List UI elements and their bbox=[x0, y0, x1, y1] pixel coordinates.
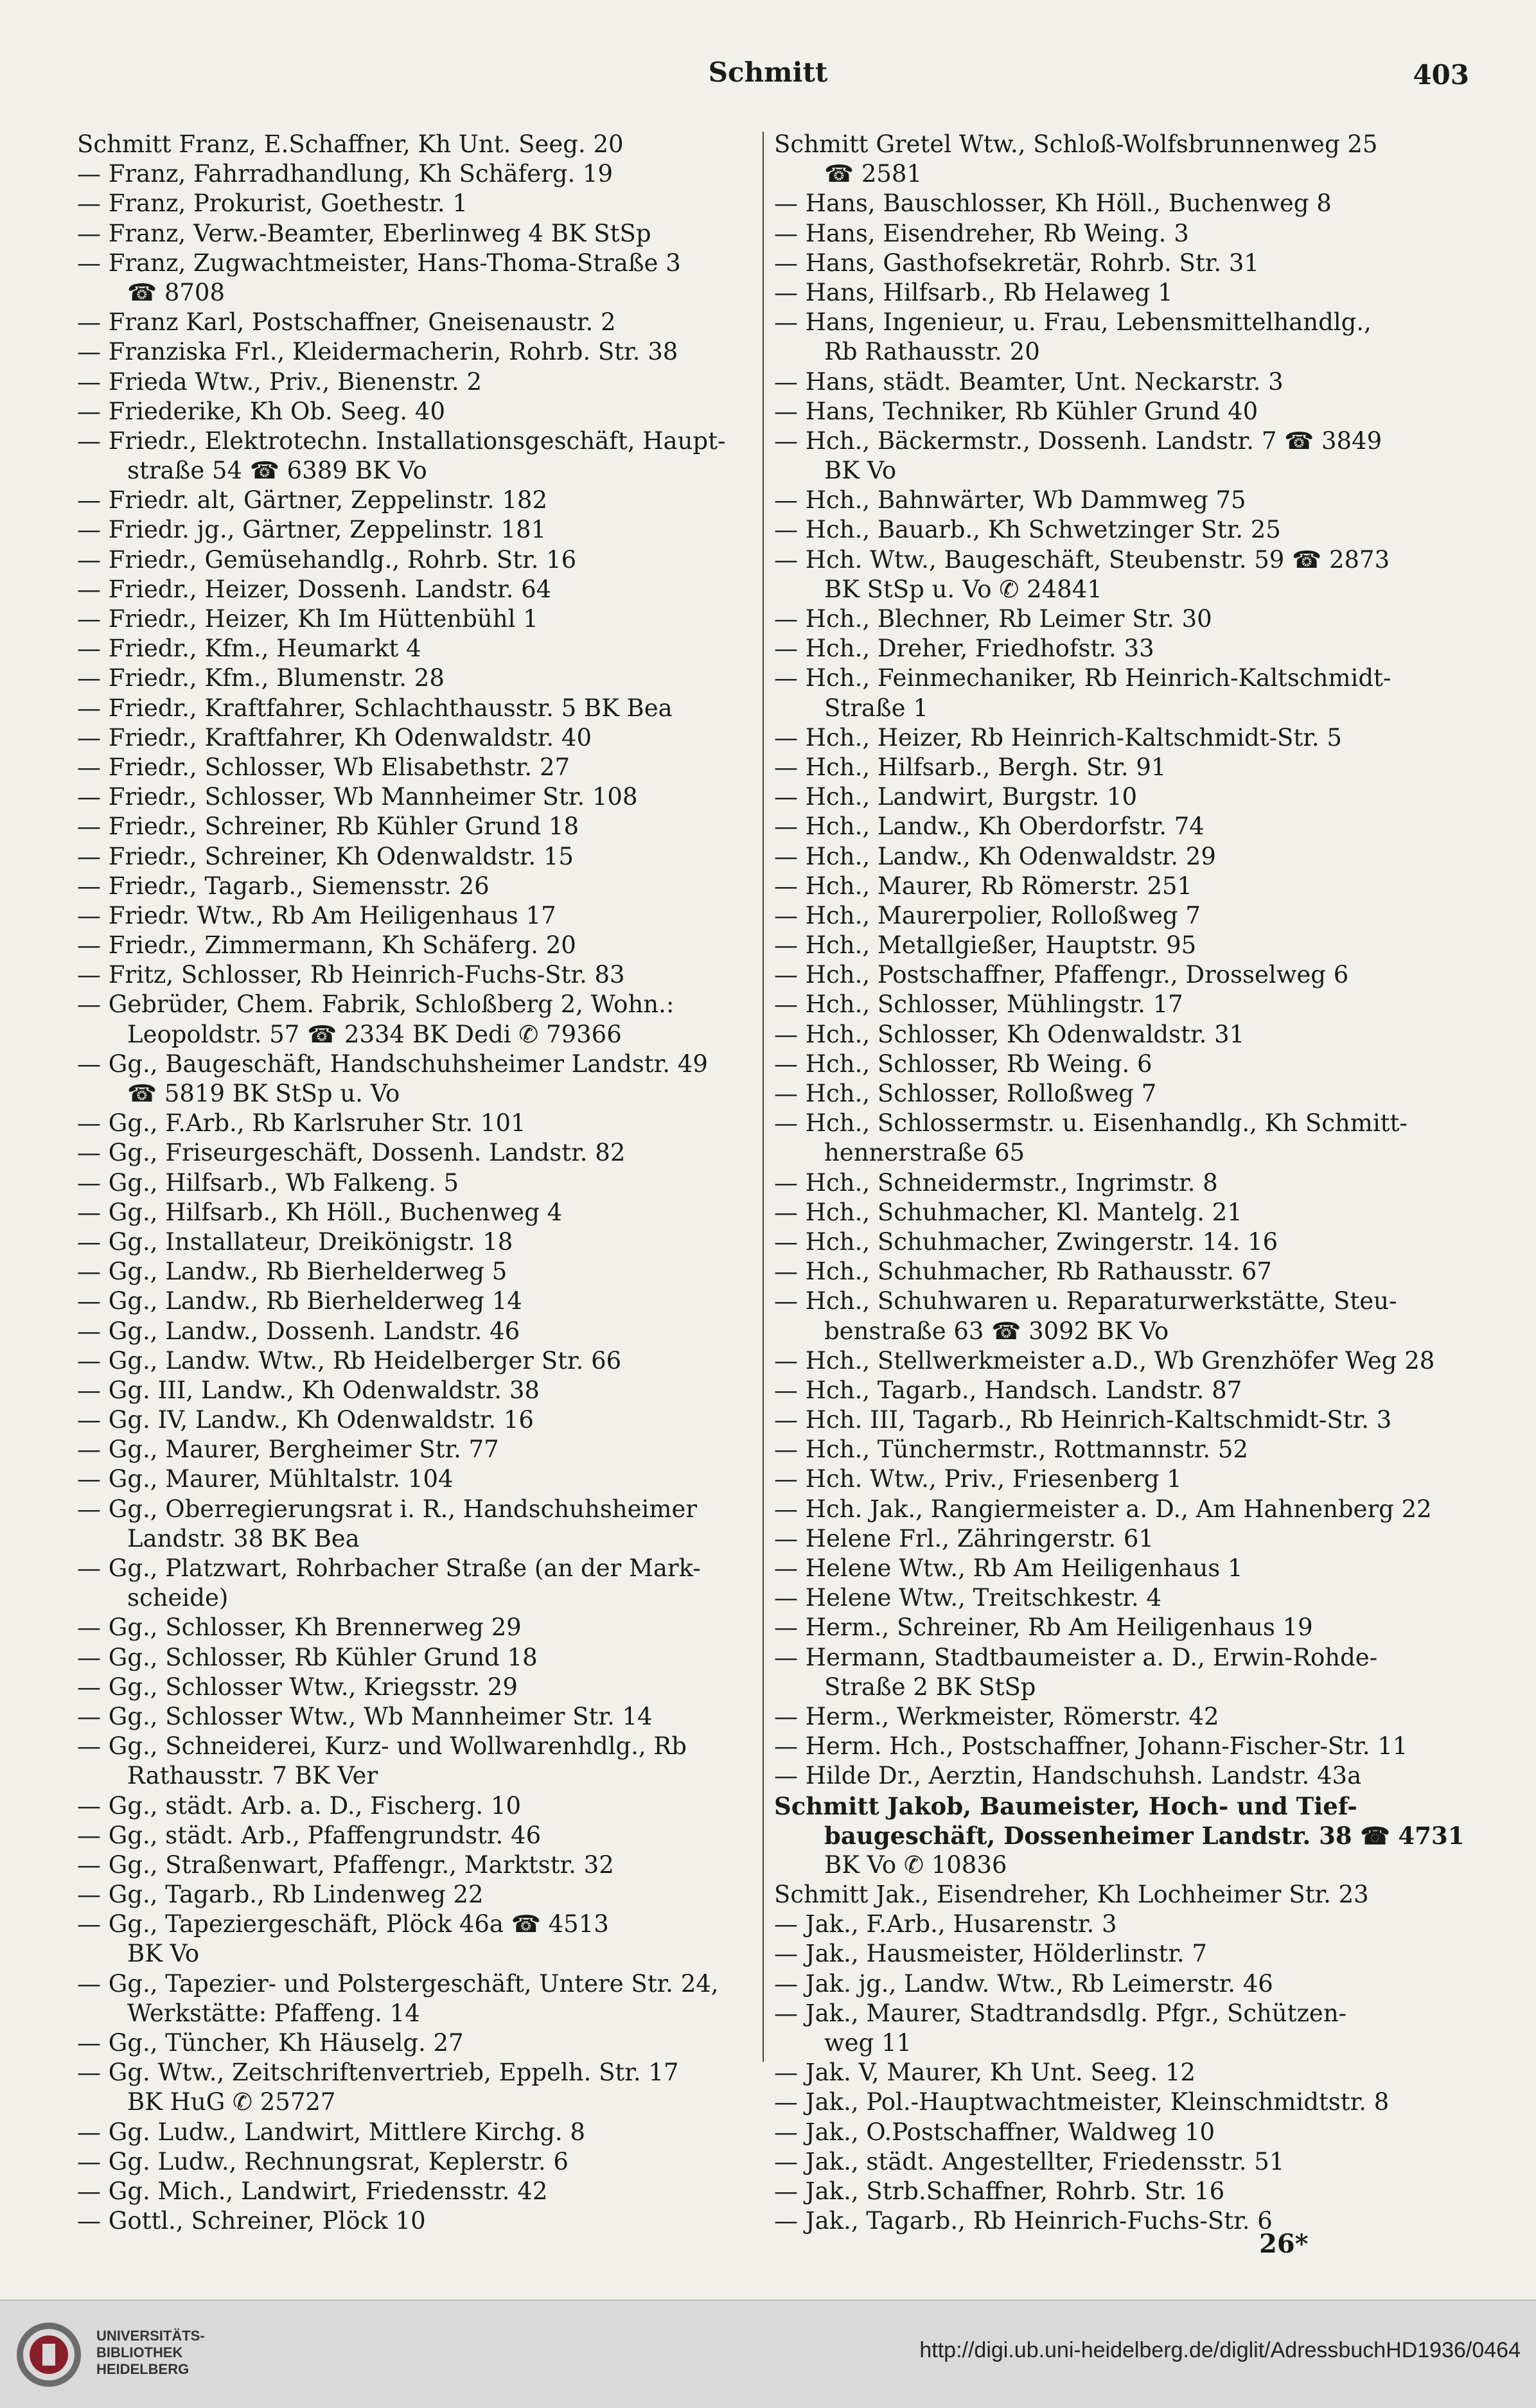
directory-entry-line: — Hch., Hilfsarb., Bergh. Str. 91 bbox=[774, 753, 1167, 781]
directory-entry-line: weg 11 bbox=[824, 2029, 912, 2057]
directory-entry-line: — Helene Wtw., Rb Am Heiligenhaus 1 bbox=[774, 1554, 1243, 1582]
directory-entry-line: — Jak. jg., Landw. Wtw., Rb Leimerstr. 46 bbox=[774, 1969, 1273, 1998]
directory-entry-line: hennerstraße 65 bbox=[824, 1139, 1025, 1167]
directory-entry-line: — Franz, Zugwachtmeister, Hans-Thoma-Straße 3 bbox=[77, 249, 681, 277]
directory-entry-line: — Gg., Tapeziergeschäft, Plöck 46a ☎ 4513 bbox=[77, 1910, 609, 1938]
directory-entry-line: baugeschäft, Dossenheimer Landstr. 38 ☎ 4731 bbox=[824, 1821, 1465, 1850]
directory-entry-line: — Hilde Dr., Aerztin, Handschuhsh. Landstr. 43a bbox=[774, 1762, 1362, 1790]
directory-entry-line: — Herm. Hch., Postschaffner, Johann-Fischer-Str. 11 bbox=[774, 1732, 1408, 1761]
directory-entry-line: — Hch., Schlosser, Kh Odenwaldstr. 31 bbox=[774, 1020, 1245, 1048]
directory-entry-line: — Hch., Landw., Kh Oberdorfstr. 74 bbox=[774, 813, 1205, 841]
directory-entry-line: BK Vo bbox=[824, 457, 897, 485]
directory-entry-line: — Hermann, Stadtbaumeister a. D., Erwin-Rohde- bbox=[774, 1643, 1378, 1671]
directory-entry-line: — Friedr., Gemüsehandlg., Rohrb. Str. 16 bbox=[77, 545, 577, 574]
directory-entry-line: — Hch., Postschaffner, Pfaffengr., Drosselweg 6 bbox=[774, 961, 1349, 989]
directory-entry-line: scheide) bbox=[127, 1584, 229, 1612]
directory-entry-line: Straße 1 bbox=[824, 694, 928, 722]
directory-entry-line: — Gg., Tagarb., Rb Lindenweg 22 bbox=[77, 1881, 484, 1909]
directory-entry-line: — Frieda Wtw., Priv., Bienenstr. 2 bbox=[77, 367, 482, 396]
directory-entry-line: — Gg., städt. Arb. a. D., Fischerg. 10 bbox=[77, 1791, 522, 1820]
directory-entry-line: — Hch., Schuhmacher, Kl. Mantelg. 21 bbox=[774, 1198, 1242, 1226]
directory-entry-line: — Gg., F.Arb., Rb Karlsruher Str. 101 bbox=[77, 1109, 526, 1138]
directory-entry-line: — Friederike, Kh Ob. Seeg. 40 bbox=[77, 397, 445, 425]
directory-entry-line: Schmitt Jakob, Baumeister, Hoch- und Tief- bbox=[774, 1791, 1357, 1820]
source-url[interactable]: http://digi.ub.uni-heidelberg.de/diglit/AdressbuchHD1936/0464 bbox=[919, 2338, 1521, 2362]
directory-entry-line: — Friedr., Kfm., Blumenstr. 28 bbox=[77, 664, 445, 692]
directory-entry-line: ☎ 5819 BK StSp u. Vo bbox=[127, 1080, 400, 1107]
directory-entry-line: — Herm., Werkmeister, Römerstr. 42 bbox=[774, 1702, 1219, 1730]
directory-entry-line: — Gg., Platzwart, Rohrbacher Straße (an der Mark- bbox=[77, 1554, 701, 1582]
directory-entry-line: — Hans, städt. Beamter, Unt. Neckarstr. 3 bbox=[774, 367, 1284, 396]
directory-entry-line: — Gg. III, Landw., Kh Odenwaldstr. 38 bbox=[77, 1376, 540, 1404]
directory-entry-line: — Friedr., Kraftfahrer, Schlachthausstr. 5 BK Bea bbox=[77, 694, 673, 722]
university-seal-icon bbox=[14, 2317, 84, 2393]
column-divider bbox=[763, 132, 764, 2062]
directory-entry-line: — Hans, Bauschlosser, Kh Höll., Buchenweg 8 bbox=[774, 189, 1332, 218]
directory-entry-line: — Franz, Prokurist, Goethestr. 1 bbox=[77, 189, 468, 218]
directory-entry-line: Rathausstr. 7 BK Ver bbox=[127, 1762, 378, 1790]
directory-entry-line: Landstr. 38 BK Bea bbox=[127, 1524, 360, 1552]
directory-entry-line: — Hch., Bahnwärter, Wb Dammweg 75 bbox=[774, 486, 1246, 514]
directory-entry-line: Leopoldstr. 57 ☎ 2334 BK Dedi ✆ 79366 bbox=[127, 1020, 622, 1048]
library-name-line: BIBLIOTHEK bbox=[96, 2344, 183, 2360]
directory-entry-line: — Herm., Schreiner, Rb Am Heiligenhaus 19 bbox=[774, 1613, 1313, 1642]
directory-entry-line: Werkstätte: Pfaffeng. 14 bbox=[127, 1999, 420, 2027]
page-header-title: Schmitt bbox=[708, 57, 828, 88]
directory-entry-line: ☎ 8708 bbox=[127, 278, 225, 306]
directory-entry-line: — Gg. IV, Landw., Kh Odenwaldstr. 16 bbox=[77, 1406, 534, 1434]
directory-entry-line: — Gg., Straßenwart, Pfaffengr., Marktstr. 32 bbox=[77, 1850, 614, 1879]
directory-entry-line: — Gg., Schlosser, Rb Kühler Grund 18 bbox=[77, 1643, 538, 1671]
directory-entry-line: — Friedr., Kfm., Heumarkt 4 bbox=[77, 635, 421, 663]
directory-entry-line: BK HuG ✆ 25727 bbox=[127, 2088, 336, 2116]
directory-entry-line: — Jak. V, Maurer, Kh Unt. Seeg. 12 bbox=[774, 2059, 1196, 2087]
directory-entry-line: — Gg., Baugeschäft, Handschuhsheimer Landstr. 49 bbox=[77, 1050, 708, 1078]
directory-entry-line: — Friedr. jg., Gärtner, Zeppelinstr. 181 bbox=[77, 516, 547, 544]
directory-entry-line: straße 54 ☎ 6389 BK Vo bbox=[127, 457, 427, 485]
directory-entry-line: — Gebrüder, Chem. Fabrik, Schloßberg 2, Wohn.: bbox=[77, 990, 675, 1019]
directory-entry-line: — Helene Frl., Zähringerstr. 61 bbox=[774, 1524, 1154, 1552]
directory-entry-line: — Gg., Landw., Dossenh. Landstr. 46 bbox=[77, 1317, 520, 1345]
directory-entry-line: — Gg., Landw., Rb Bierhelderweg 5 bbox=[77, 1258, 508, 1286]
directory-entry-line: — Hch., Schneidermstr., Ingrimstr. 8 bbox=[774, 1168, 1218, 1197]
directory-entry-line: — Gg., Maurer, Mühltalstr. 104 bbox=[77, 1465, 454, 1493]
directory-entry-line: — Friedr., Elektrotechn. Installationsgeschäft, Haupt- bbox=[77, 426, 726, 455]
directory-entry-line: — Friedr., Heizer, Kh Im Hüttenbühl 1 bbox=[77, 605, 538, 633]
page-number: 403 bbox=[1413, 59, 1469, 91]
directory-entry-line: ☎ 2581 bbox=[824, 160, 922, 188]
directory-entry-line: — Hans, Hilfsarb., Rb Helaweg 1 bbox=[774, 278, 1173, 306]
directory-entry-line: — Gg., Oberregierungsrat i. R., Handschuhsheimer bbox=[77, 1495, 698, 1523]
directory-entry-line: BK StSp u. Vo ✆ 24841 bbox=[824, 575, 1102, 603]
directory-entry-line: — Friedr. Wtw., Rb Am Heiligenhaus 17 bbox=[77, 901, 556, 929]
directory-entry-line: — Franziska Frl., Kleidermacherin, Rohrb. Str. 38 bbox=[77, 338, 678, 366]
directory-entry-line: — Friedr., Schlosser, Wb Mannheimer Str. 108 bbox=[77, 783, 638, 811]
directory-entry-line: — Hch., Landwirt, Burgstr. 10 bbox=[774, 783, 1138, 811]
directory-entry-line: — Hch. III, Tagarb., Rb Heinrich-Kaltschmidt-Str. 3 bbox=[774, 1406, 1392, 1434]
directory-entry-line: — Friedr., Schreiner, Kh Odenwaldstr. 15 bbox=[77, 842, 574, 870]
directory-entry-line: — Hch., Schuhmacher, Zwingerstr. 14. 16 bbox=[774, 1227, 1278, 1256]
directory-entry-line: Rb Rathausstr. 20 bbox=[824, 338, 1040, 366]
directory-entry-line: — Hch. Wtw., Baugeschäft, Steubenstr. 59 ☎ 2873 bbox=[774, 545, 1390, 574]
directory-entry-line: — Hch., Heizer, Rb Heinrich-Kaltschmidt-Str. 5 bbox=[774, 723, 1342, 751]
directory-entry-line: — Hch., Blechner, Rb Leimer Str. 30 bbox=[774, 605, 1212, 633]
directory-entry-line: — Gg., Tüncher, Kh Häuselg. 27 bbox=[77, 2029, 464, 2057]
directory-entry-line: — Jak., Tagarb., Rb Heinrich-Fuchs-Str. 6 bbox=[774, 2207, 1273, 2235]
directory-entry-line: — Gg., Friseurgeschäft, Dossenh. Landstr. 82 bbox=[77, 1139, 626, 1167]
directory-entry-line: — Gg., städt. Arb., Pfaffengrundstr. 46 bbox=[77, 1821, 542, 1849]
directory-entry-line: — Gg., Tapezier- und Polstergeschäft, Untere Str. 24, bbox=[77, 1969, 719, 1998]
library-name bbox=[96, 2328, 205, 2378]
directory-entry-line: — Helene Wtw., Treitschkestr. 4 bbox=[774, 1584, 1161, 1612]
directory-entry-line: — Hch., Maurer, Rb Römerstr. 251 bbox=[774, 872, 1193, 900]
directory-entry-line: Straße 2 BK StSp bbox=[824, 1673, 1036, 1701]
directory-entry-line: — Friedr., Schreiner, Rb Kühler Grund 18 bbox=[77, 813, 579, 841]
directory-entry-line: — Friedr., Heizer, Dossenh. Landstr. 64 bbox=[77, 575, 552, 603]
directory-entry-line: — Hch. Wtw., Priv., Friesenberg 1 bbox=[774, 1465, 1182, 1493]
directory-entry-line: — Hch., Schlossermstr. u. Eisenhandlg., Kh Schmitt- bbox=[774, 1109, 1408, 1138]
directory-entry-line: BK Vo ✆ 10836 bbox=[824, 1850, 1007, 1879]
directory-entry-line: — Gg. Wtw., Zeitschriftenvertrieb, Eppelh. Str. 17 bbox=[77, 2059, 679, 2087]
directory-entry-line: — Gg., Landw. Wtw., Rb Heidelberger Str. 66 bbox=[77, 1346, 622, 1375]
directory-entry-line: — Jak., Strb.Schaffner, Rohrb. Str. 16 bbox=[774, 2177, 1225, 2205]
directory-entry-line: — Jak., Pol.-Hauptwachtmeister, Kleinschmidtstr. 8 bbox=[774, 2088, 1390, 2116]
directory-entry-line: — Gg., Schlosser Wtw., Kriegsstr. 29 bbox=[77, 1673, 518, 1701]
directory-entry-line: — Gg., Maurer, Bergheimer Str. 77 bbox=[77, 1436, 499, 1464]
directory-entry-line: — Hch., Stellwerkmeister a.D., Wb Grenzhöfer Weg 28 bbox=[774, 1346, 1435, 1375]
directory-entry-line: — Hans, Gasthofsekretär, Rohrb. Str. 31 bbox=[774, 249, 1259, 277]
directory-entry-line: Schmitt Gretel Wtw., Schloß-Wolfsbrunnenweg 25 bbox=[774, 130, 1378, 158]
directory-entry-line: — Hans, Techniker, Rb Kühler Grund 40 bbox=[774, 397, 1258, 425]
directory-entry-line: — Hch., Metallgießer, Hauptstr. 95 bbox=[774, 931, 1197, 960]
directory-entry-line: — Gg., Landw., Rb Bierhelderweg 14 bbox=[77, 1287, 522, 1315]
directory-entry-line: — Hch. Jak., Rangiermeister a. D., Am Hahnenberg 22 bbox=[774, 1495, 1432, 1523]
directory-entry-line: — Franz, Fahrradhandlung, Kh Schäferg. 19 bbox=[77, 160, 614, 188]
directory-entry-line: — Hch., Schuhwaren u. Reparaturwerkstätte, Steu- bbox=[774, 1287, 1397, 1315]
directory-entry-line: — Hans, Ingenieur, u. Frau, Lebensmittelhandlg., bbox=[774, 308, 1372, 337]
directory-entry-line: benstraße 63 ☎ 3092 BK Vo bbox=[824, 1317, 1169, 1345]
directory-entry-line: — Jak., Hausmeister, Hölderlinstr. 7 bbox=[774, 1940, 1207, 1968]
directory-entry-line: — Franz Karl, Postschaffner, Gneisenaustr. 2 bbox=[77, 308, 616, 337]
right-column bbox=[774, 130, 1474, 2236]
directory-entry-line: — Hch., Maurerpolier, Rolloßweg 7 bbox=[774, 901, 1201, 929]
directory-entry-line: — Jak., O.Postschaffner, Waldweg 10 bbox=[774, 2118, 1215, 2146]
directory-entry-line: — Gg. Ludw., Landwirt, Mittlere Kirchg. 8 bbox=[77, 2118, 585, 2146]
directory-entry-line: — Hch., Landw., Kh Odenwaldstr. 29 bbox=[774, 842, 1216, 870]
directory-entry-line: — Hch., Feinmechaniker, Rb Heinrich-Kaltschmidt- bbox=[774, 664, 1391, 692]
directory-entry-line: — Gottl., Schreiner, Plöck 10 bbox=[77, 2207, 426, 2235]
directory-entry-line: — Friedr. alt, Gärtner, Zeppelinstr. 182 bbox=[77, 486, 547, 514]
library-name-line: HEIDELBERG bbox=[96, 2361, 190, 2377]
directory-entry-line: — Hch., Schlosser, Rb Weing. 6 bbox=[774, 1050, 1152, 1078]
directory-entry-line: — Gg., Installateur, Dreikönigstr. 18 bbox=[77, 1227, 513, 1256]
directory-entry-line: — Hans, Eisendreher, Rb Weing. 3 bbox=[774, 219, 1189, 247]
directory-entry-line: — Friedr., Tagarb., Siemensstr. 26 bbox=[77, 872, 490, 900]
directory-entry-line: — Gg., Schneiderei, Kurz- und Wollwarenhdlg., Rb bbox=[77, 1732, 687, 1761]
directory-entry-line: — Hch., Schlosser, Mühlingstr. 17 bbox=[774, 990, 1183, 1019]
directory-entry-line: — Hch., Schlosser, Rolloßweg 7 bbox=[774, 1080, 1157, 1107]
directory-entry-line: — Gg. Ludw., Rechnungsrat, Keplerstr. 6 bbox=[77, 2147, 569, 2175]
directory-entry-line: — Hch., Tagarb., Handsch. Landstr. 87 bbox=[774, 1376, 1242, 1404]
directory-entry-line: Schmitt Jak., Eisendreher, Kh Lochheimer Str. 23 bbox=[774, 1881, 1369, 1909]
directory-entry-line: — Gg. Mich., Landwirt, Friedensstr. 42 bbox=[77, 2177, 548, 2205]
directory-entry-line: — Hch., Schuhmacher, Rb Rathausstr. 67 bbox=[774, 1258, 1272, 1286]
directory-entry-line: — Friedr., Schlosser, Wb Elisabethstr. 27 bbox=[77, 753, 570, 781]
directory-entry-line: Schmitt Franz, E.Schaffner, Kh Unt. Seeg. 20 bbox=[77, 130, 624, 158]
directory-entry-line: — Jak., F.Arb., Husarenstr. 3 bbox=[774, 1910, 1117, 1938]
directory-entry-line: BK Vo bbox=[127, 1940, 200, 1968]
directory-entry-line: — Gg., Schlosser, Kh Brennerweg 29 bbox=[77, 1613, 522, 1642]
directory-entry-line: — Jak., städt. Angestellter, Friedensstr. 51 bbox=[774, 2147, 1285, 2175]
directory-entry-line: — Gg., Hilfsarb., Wb Falkeng. 5 bbox=[77, 1168, 459, 1197]
directory-entry-line: — Gg., Schlosser Wtw., Wb Mannheimer Str. 14 bbox=[77, 1702, 653, 1730]
left-column bbox=[77, 130, 752, 2236]
directory-entry-line: — Franz, Verw.-Beamter, Eberlinweg 4 BK StSp bbox=[77, 219, 651, 247]
directory-entry-line: — Hch., Dreher, Friedhofstr. 33 bbox=[774, 635, 1154, 663]
directory-entry-line: — Gg., Hilfsarb., Kh Höll., Buchenweg 4 bbox=[77, 1198, 563, 1226]
directory-entry-line: — Hch., Bauarb., Kh Schwetzinger Str. 25 bbox=[774, 516, 1281, 544]
footer-bar bbox=[0, 2299, 1536, 2408]
directory-entry-line: — Friedr., Kraftfahrer, Kh Odenwaldstr. 40 bbox=[77, 723, 592, 751]
directory-entry-line: — Jak., Maurer, Stadtrandsdlg. Pfgr., Schützen- bbox=[774, 1999, 1347, 2027]
library-name-line: UNIVERSITÄTS- bbox=[96, 2328, 205, 2344]
directory-entry-line: — Friedr., Zimmermann, Kh Schäferg. 20 bbox=[77, 931, 576, 960]
signature-mark: 26* bbox=[1259, 2229, 1309, 2259]
directory-entry-line: — Hch., Tünchermstr., Rottmannstr. 52 bbox=[774, 1436, 1248, 1464]
directory-entry-line: — Fritz, Schlosser, Rb Heinrich-Fuchs-Str. 83 bbox=[77, 961, 625, 989]
directory-entry-line: — Hch., Bäckermstr., Dossenh. Landstr. 7 ☎ 3849 bbox=[774, 426, 1382, 455]
